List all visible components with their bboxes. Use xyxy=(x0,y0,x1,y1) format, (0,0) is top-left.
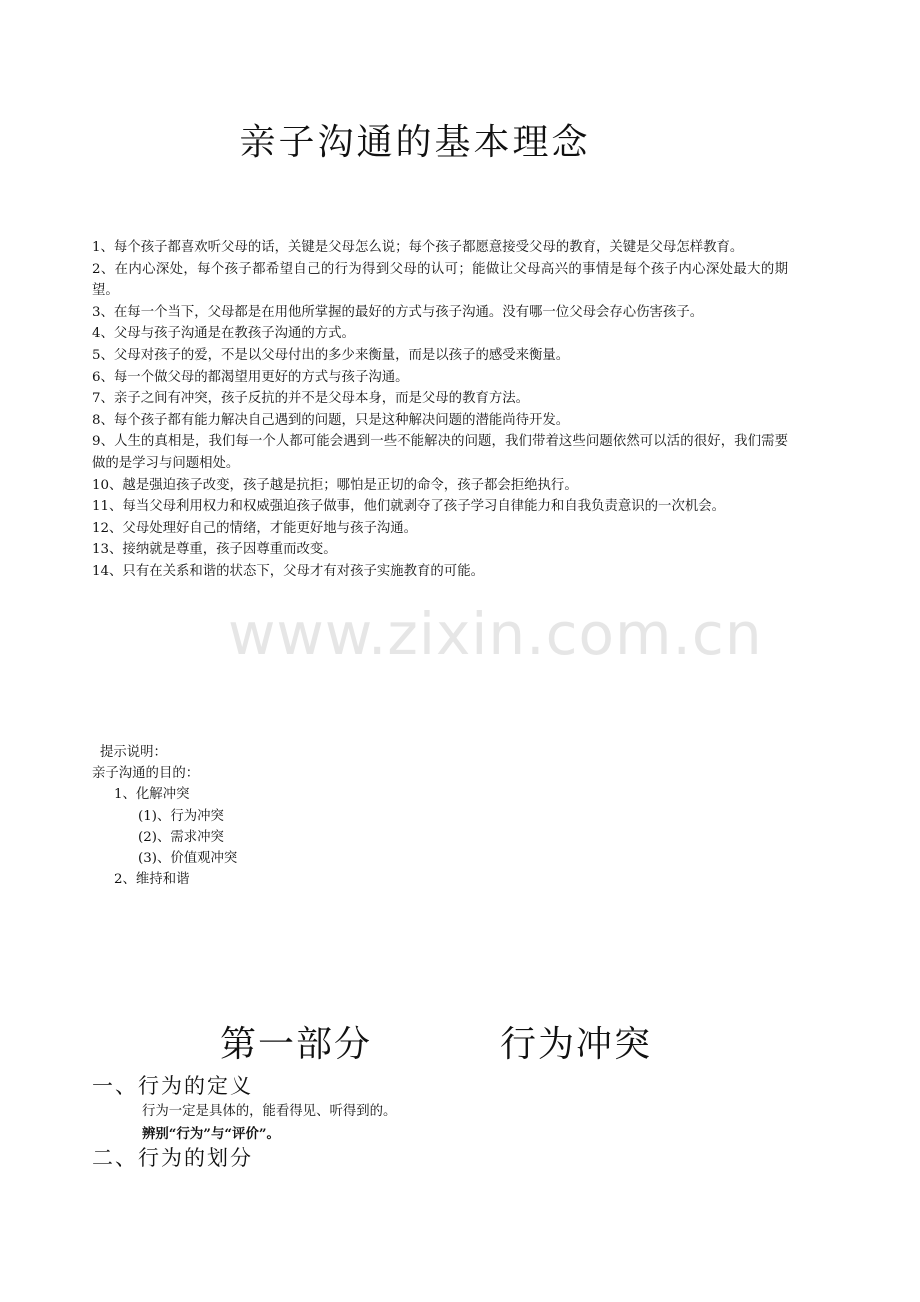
principle-item: 8、每个孩子都有能力解决自己遇到的问题，只是这种解决问题的潜能尚待开发。 xyxy=(92,412,570,428)
principle-item: 7、亲子之间有冲突，孩子反抗的并不是父母本身，而是父母的教育方法。 xyxy=(92,391,530,407)
principle-item: 12、父母处理好自己的情绪，才能更好地与孩子沟通。 xyxy=(92,520,418,536)
principles-list xyxy=(92,237,788,583)
document-title: 亲子沟通的基本理念 xyxy=(239,122,591,163)
principle-item: 13、接纳就是尊重，孩子因尊重而改变。 xyxy=(92,542,337,558)
watermark: www.zixin.com.cn xyxy=(228,600,763,668)
definition-text: 行为一定是具体的，能看得见、听得到的。 xyxy=(142,1104,397,1119)
hint-label: 提示说明： xyxy=(100,745,167,760)
principle-item: 2、在内心深处，每个孩子都希望自己的行为得到父母的认可；能做让父母高兴的事情是每个孩子内心深处最大的期望。 xyxy=(92,261,788,299)
purpose-subitem-values: (3)、价值观冲突 xyxy=(138,851,238,867)
principle-item: 14、只有在关系和谐的状态下，父母才有对孩子实施教育的可能。 xyxy=(92,563,484,579)
principle-item: 1、每个孩子都喜欢听父母的话，关键是父母怎么说；每个孩子都愿意接受父母的教育，关键是父母怎样教育。 xyxy=(92,240,744,255)
principle-item: 4、父母与孩子沟通是在教孩子沟通的方式。 xyxy=(92,326,355,342)
purpose-subitem-behavior: (1)、行为冲突 xyxy=(138,808,224,824)
principle-item: 9、人生的真相是，我们每一个人都可能会遇到一些不能解决的问题，我们带着这些问题依然可以活的很好，我们需要做的是学习与问题相处。 xyxy=(92,434,788,471)
part-number: 第一部分 xyxy=(220,1024,373,1065)
purpose-subitem-needs: (2)、需求冲突 xyxy=(138,829,224,845)
notes-section xyxy=(92,742,237,890)
purpose-label: 亲子沟通的目的： xyxy=(92,766,200,782)
purpose-item-resolve-conflict: 1、化解冲突 xyxy=(114,787,190,803)
principle-item: 10、越是强迫孩子改变，孩子越是抗拒；哪怕是正切的命令，孩子都会拒绝执行。 xyxy=(92,477,578,493)
purpose-item-harmony: 2、维持和谐 xyxy=(114,872,190,888)
principle-item: 6、每一个做父母的都渴望用更好的方式与孩子沟通。 xyxy=(92,369,409,385)
section-heading-definition: 一、行为的定义 xyxy=(92,1074,253,1098)
distinguish-text: 辨别“行为”与“评价”。 xyxy=(142,1126,280,1142)
principle-item: 5、父母对孩子的爱，不是以父母付出的多少来衡量，而是以孩子的感受来衡量。 xyxy=(92,347,570,363)
section-heading-division: 二、行为的划分 xyxy=(92,1146,253,1170)
part-name: 行为冲突 xyxy=(500,1024,653,1065)
principle-item: 11、每当父母利用权力和权威强迫孩子做事，他们就剥夺了孩子学习自律能力和自我负责意识的一次机会。 xyxy=(92,499,726,515)
principle-item: 3、在每一个当下，父母都是在用他所掌握的最好的方式与孩子沟通。没有哪一位父母会存心伤害孩子。 xyxy=(92,304,704,320)
